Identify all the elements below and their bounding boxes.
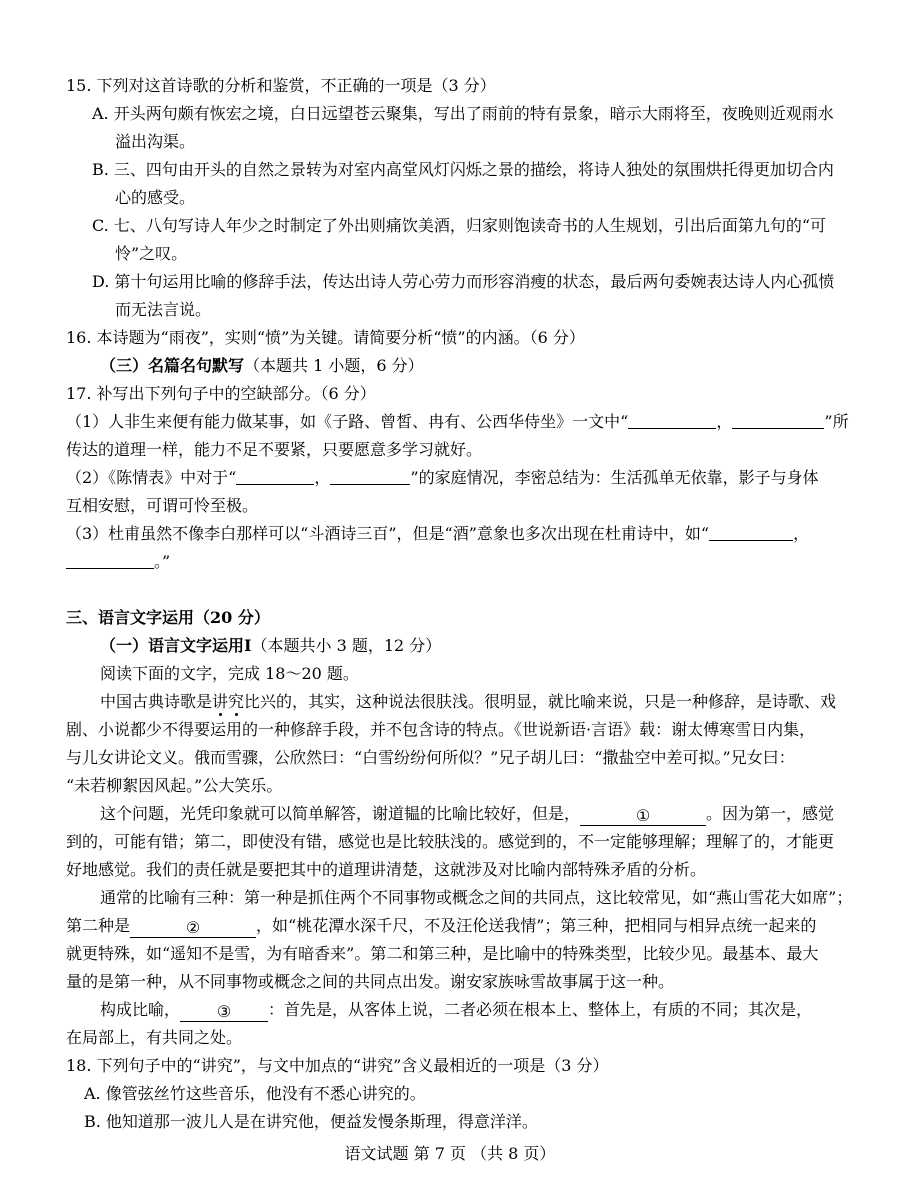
- q15-stem: 15. 下列对这首诗歌的分析和鉴赏，不正确的一项是（3 分）: [66, 76, 496, 95]
- passage-blank-2[interactable]: ②: [130, 919, 256, 938]
- subsection1-note: （本题共小 3 题，12 分）: [251, 636, 442, 655]
- q17-part1-blank2[interactable]: [732, 410, 824, 429]
- part3-title: 三、语言文字运用（20 分）: [66, 608, 270, 627]
- passage-p1-line3: 与儿女讲论文义。俄而雪骤，公欣然曰：“白雪纷纷何所似？”兄子胡儿曰：“撒盐空中差可拟。”兄女曰：: [66, 748, 795, 767]
- passage-p2-line2: 到的，可能有错；第二，即使没有错，感觉也是比较肤浅的。感觉到的，不一定能够理解；理解了的，才能更: [66, 832, 835, 851]
- passage-text: ，如“桃花潭水深千尺，不及汪伦送我情”；第三种，把相同与相异点统一起来的: [256, 916, 817, 935]
- q17-part1-text-a: （1）人非生来便有能力做某事，如《子路、曾皙、冉有、公西华侍坐》一文中“: [66, 412, 629, 431]
- passage-p1-line1: [100, 688, 836, 716]
- q17-part3-blank2[interactable]: [66, 550, 154, 569]
- passage-text: 构成比喻，: [100, 1000, 181, 1019]
- q15-option-c-line2: 怜”之叹。: [115, 244, 188, 263]
- q17-part3-end: 。”: [154, 552, 171, 571]
- q15-option-d-line2: 而无法言说。: [115, 300, 212, 319]
- passage-blank-1[interactable]: ①: [580, 807, 706, 826]
- section3-heading: [100, 352, 424, 380]
- passage-p3-line1: 通常的比喻有三种：第一种是抓住两个不同事物或概念之间的共同点，这比较常见，如“燕山雪花大如席”；: [100, 888, 853, 907]
- q17-part1-comma: ，: [716, 412, 733, 431]
- q17-part2-line2: 互相安慰，可谓可怜至极。: [66, 496, 259, 515]
- page-footer: 语文试题 第 7 页 （共 8 页）: [344, 1144, 556, 1163]
- passage-text: 第二种是: [66, 916, 131, 935]
- subsection1-title: （一）语言文字运用Ⅰ: [100, 636, 252, 655]
- q15-option-a-line2: 溢出沟渠。: [115, 132, 196, 151]
- passage-p3-line3: 就更特殊，如“遥知不是雪，为有暗香来”。第二和第三种，是比喻中的特殊类型，比较少见。最基本、最大: [66, 944, 819, 963]
- passage-p3-line2: [66, 912, 816, 940]
- section3-title: （三）名篇名句默写: [100, 356, 245, 375]
- subsection1-heading: [100, 632, 441, 660]
- q15-option-c-line1: C. 七、八句写诗人年少之时制定了外出则痛饮美酒，归家则饱读奇书的人生规划，引出后面第九句的“可: [92, 216, 827, 235]
- dotted-word-char-1: 讲: [212, 692, 229, 711]
- passage-p2-line3: 好地感觉。我们的责任就是要把其中的道理讲清楚，这就涉及对比喻内部特殊矛盾的分析。: [66, 860, 707, 879]
- passage-p4-line1: [100, 996, 812, 1024]
- q17-part3-blank1[interactable]: [709, 522, 793, 541]
- q17-part1-text-c: ”所: [824, 412, 849, 431]
- q17-part3-line1: [66, 520, 809, 548]
- q17-part2-text-c: ”的家庭情况，李密总结为：生活孤单无依靠，影子与身体: [410, 468, 819, 487]
- q17-stem: 17. 补写出下列句子中的空缺部分。（6 分）: [66, 384, 376, 403]
- q17-part2-blank2[interactable]: [330, 466, 410, 485]
- passage-text: 中国古典诗歌是: [100, 692, 213, 711]
- q15-option-b-line2: 心的感受。: [115, 188, 196, 207]
- q16-stem: 16. 本诗题为“雨夜”，实则“愤”为关键。请简要分析“愤”的内涵。（6 分）: [66, 328, 585, 347]
- q17-part3-comma: ，: [793, 524, 810, 543]
- q18-option-b: B. 他知道那一波儿人是在讲究他，便益发慢条斯理，得意洋洋。: [84, 1112, 538, 1131]
- passage-p1-line2: 剧、小说都少不得要运用的一种修辞手段，并不包含诗的特点。《世说新语·言语》载：谢太傅寒雪日内集，: [66, 720, 816, 739]
- q17-part3-line2: [66, 548, 170, 576]
- q17-part2-line1: [66, 464, 819, 492]
- passage-p2-line1: [100, 800, 834, 828]
- passage-text: ：首先是，从客体上说，二者必须在根本上、整体上，有质的不同；其次是，: [268, 1000, 813, 1019]
- passage-text: 。因为第一，感觉: [706, 804, 835, 823]
- q17-part2-text-a: （2）《陈情表》中对于“: [66, 468, 237, 487]
- passage-p3-line4: 量的是第一种，从不同事物或概念之间的共同点出发。谢安家族咏雪故事属于这一种。: [66, 972, 675, 991]
- dotted-word-char-2: 究: [228, 692, 245, 711]
- q15-option-a-line1: A. 开头两句颇有恢宏之境，白日远望苍云聚集，写出了雨前的特有景象，暗示大雨将至，夜晚则近观雨水: [92, 104, 834, 123]
- passage-blank-3[interactable]: ③: [180, 1003, 268, 1022]
- q17-part2-comma: ，: [314, 468, 331, 487]
- q18-option-a: A. 像管弦丝竹这些音乐，他没有不悉心讲究的。: [84, 1084, 426, 1103]
- passage-text: 这个问题，光凭印象就可以简单解答，谢道韫的比喻比较好，但是，: [100, 804, 581, 823]
- q17-part1-blank1[interactable]: [628, 410, 716, 429]
- q15-option-b-line1: B. 三、四句由开头的自然之景转为对室内高堂风灯闪烁之景的描绘，将诗人独处的氛围烘托得更加切合内: [92, 160, 834, 179]
- q17-part1-line1: [66, 408, 849, 436]
- q17-part3-text-a: （3）杜甫虽然不像李白那样可以“斗酒诗三百”，但是“酒”意象也多次出现在杜甫诗中，如“: [66, 524, 710, 543]
- section3-note: （本题共 1 小题，6 分）: [244, 356, 424, 375]
- reading-instruction: 阅读下面的文字，完成 18～20 题。: [100, 664, 359, 683]
- q17-part1-line2: 传达的道理一样，能力不足不要紧，只要愿意多学习就好。: [66, 440, 483, 459]
- passage-text: 比兴的，其实，这种说法很肤浅。很明显，就比喻来说，只是一种修辞，是诗歌、戏: [244, 692, 837, 711]
- passage-p4-line2: 在局部上，有共同之处。: [66, 1028, 243, 1047]
- q18-stem: 18. 下列句子中的“讲究”，与文中加点的“讲究”含义最相近的一项是（3 分）: [66, 1056, 609, 1075]
- passage-p1-line4: “未若柳絮因风起。”公大笑乐。: [66, 776, 283, 795]
- q17-part2-blank1[interactable]: [236, 466, 314, 485]
- q15-option-d-line1: D. 第十句运用比喻的修辞手法，传达出诗人劳心劳力而形容消瘦的状态，最后两句委婉表达诗人内心孤愤: [92, 272, 835, 291]
